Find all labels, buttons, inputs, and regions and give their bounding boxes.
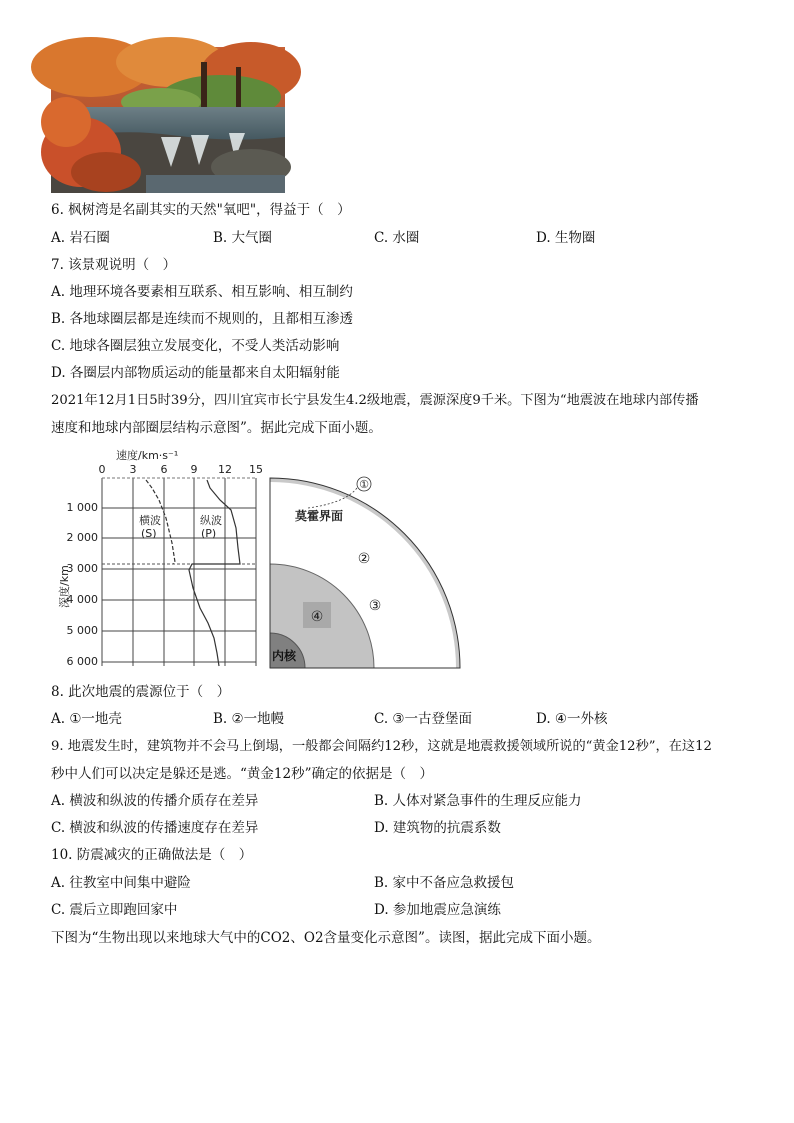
speed-tick: 6 <box>160 463 168 476</box>
q6-stem: 6. 枫树湾是名副其实的天然"氧吧"，得益于（ ） <box>51 202 351 218</box>
q9-option-c[interactable]: C. 横波和纵波的传播速度存在差异 <box>51 820 259 836</box>
q9-option-d[interactable]: D. 建筑物的抗震系数 <box>374 820 501 836</box>
s-wave-label-sub: (S) <box>141 527 157 540</box>
inner-core-label: 内核 <box>272 649 297 663</box>
seismic-wave-figure <box>60 448 470 674</box>
p-wave-label: 纵波 <box>200 514 222 527</box>
speed-axis-label: 速度/km·s⁻¹ <box>116 449 179 462</box>
layer-3-label: ③ <box>368 598 382 614</box>
q7-option-a[interactable]: A. 地理环境各要素相互联系、相互影响、相互制约 <box>51 284 353 300</box>
s-wave-label: 横波 <box>139 514 161 527</box>
depth-tick: 3 000 <box>66 562 98 575</box>
layer-1-label: ① <box>359 478 369 491</box>
speed-tick: 9 <box>190 463 198 476</box>
depth-tick: 4 000 <box>66 593 98 606</box>
q9-option-a[interactable]: A. 横波和纵波的传播介质存在差异 <box>51 793 259 809</box>
quake-intro-line1: 2021年12月1日5时39分，四川宜宾市长宁县发生4.2级地震，震源深度9千米。下图为“地震波在地球内部传播 <box>51 393 699 408</box>
q7-option-c[interactable]: C. 地球各圈层独立发展变化，不受人类活动影响 <box>51 338 340 354</box>
q9-option-b[interactable]: B. 人体对紧急事件的生理反应能力 <box>374 793 582 809</box>
q8-option-b[interactable]: B. ②一地幔 <box>213 711 285 727</box>
q10-stem: 10. 防震减灾的正确做法是（ ） <box>51 847 253 863</box>
p-wave-label-sub: (P) <box>201 527 217 540</box>
q10-option-b[interactable]: B. 家中不备应急救援包 <box>374 875 515 891</box>
speed-depth-grid <box>102 478 256 666</box>
maple-waterfall-illustration <box>51 47 285 193</box>
depth-tick: 1 000 <box>66 501 98 514</box>
q7-option-b[interactable]: B. 各地球圈层都是连续而不规则的，且都相互渗透 <box>51 311 354 327</box>
q8-option-a[interactable]: A. ①一地壳 <box>51 711 122 727</box>
depth-tick: 6 000 <box>66 655 98 668</box>
q6-option-c[interactable]: C. 水圈 <box>374 230 420 246</box>
q6-option-d[interactable]: D. 生物圈 <box>536 230 596 246</box>
speed-tick: 0 <box>98 463 106 476</box>
q8-option-d[interactable]: D. ④一外核 <box>536 711 608 727</box>
q8-option-c[interactable]: C. ③一古登堡面 <box>374 711 473 727</box>
q6-option-a[interactable]: A. 岩石圈 <box>51 230 110 246</box>
atmosphere-intro: 下图为“生物出现以来地球大气中的CO2、O2含量变化示意图”。读图，据此完成下面小题。 <box>51 930 601 946</box>
moho-interface-label: 莫霍界面 <box>295 509 344 523</box>
q7-option-d[interactable]: D. 各圈层内部物质运动的能量都来自太阳辐射能 <box>51 365 340 381</box>
layer-4-label: ④ <box>310 609 324 625</box>
q9-stem-line1: 9. 地震发生时，建筑物并不会马上倒塌，一般都会间隔约12秒，这就是地震救援领域所说的“黄金12秒”，在这12 <box>51 739 712 754</box>
q9-stem-line2: 秒中人们可以决定是躲还是逃。“黄金12秒”确定的依据是（ ） <box>51 766 433 782</box>
speed-tick: 12 <box>218 463 232 476</box>
depth-tick: 5 000 <box>66 624 98 637</box>
q10-option-c[interactable]: C. 震后立即跑回家中 <box>51 902 178 918</box>
speed-tick: 15 <box>249 463 263 476</box>
q7-stem: 7. 该景观说明（ ） <box>51 257 177 273</box>
speed-tick: 3 <box>129 463 137 476</box>
q10-option-d[interactable]: D. 参加地震应急演练 <box>374 902 501 918</box>
q8-stem: 8. 此次地震的震源位于（ ） <box>51 684 231 700</box>
depth-tick: 2 000 <box>66 531 98 544</box>
q6-option-b[interactable]: B. 大气圈 <box>213 230 273 246</box>
layer-2-label: ② <box>357 551 371 567</box>
earth-interior-section <box>270 478 460 668</box>
depth-axis-label: 深度/km <box>58 565 71 608</box>
seismic-wave-diagram <box>60 448 470 674</box>
quake-intro-line2: 速度和地球内部圈层结构示意图”。据此完成下面小题。 <box>51 420 382 436</box>
q10-option-a[interactable]: A. 往教室中间集中避险 <box>51 875 191 891</box>
maple-waterfall-photo <box>51 47 285 193</box>
